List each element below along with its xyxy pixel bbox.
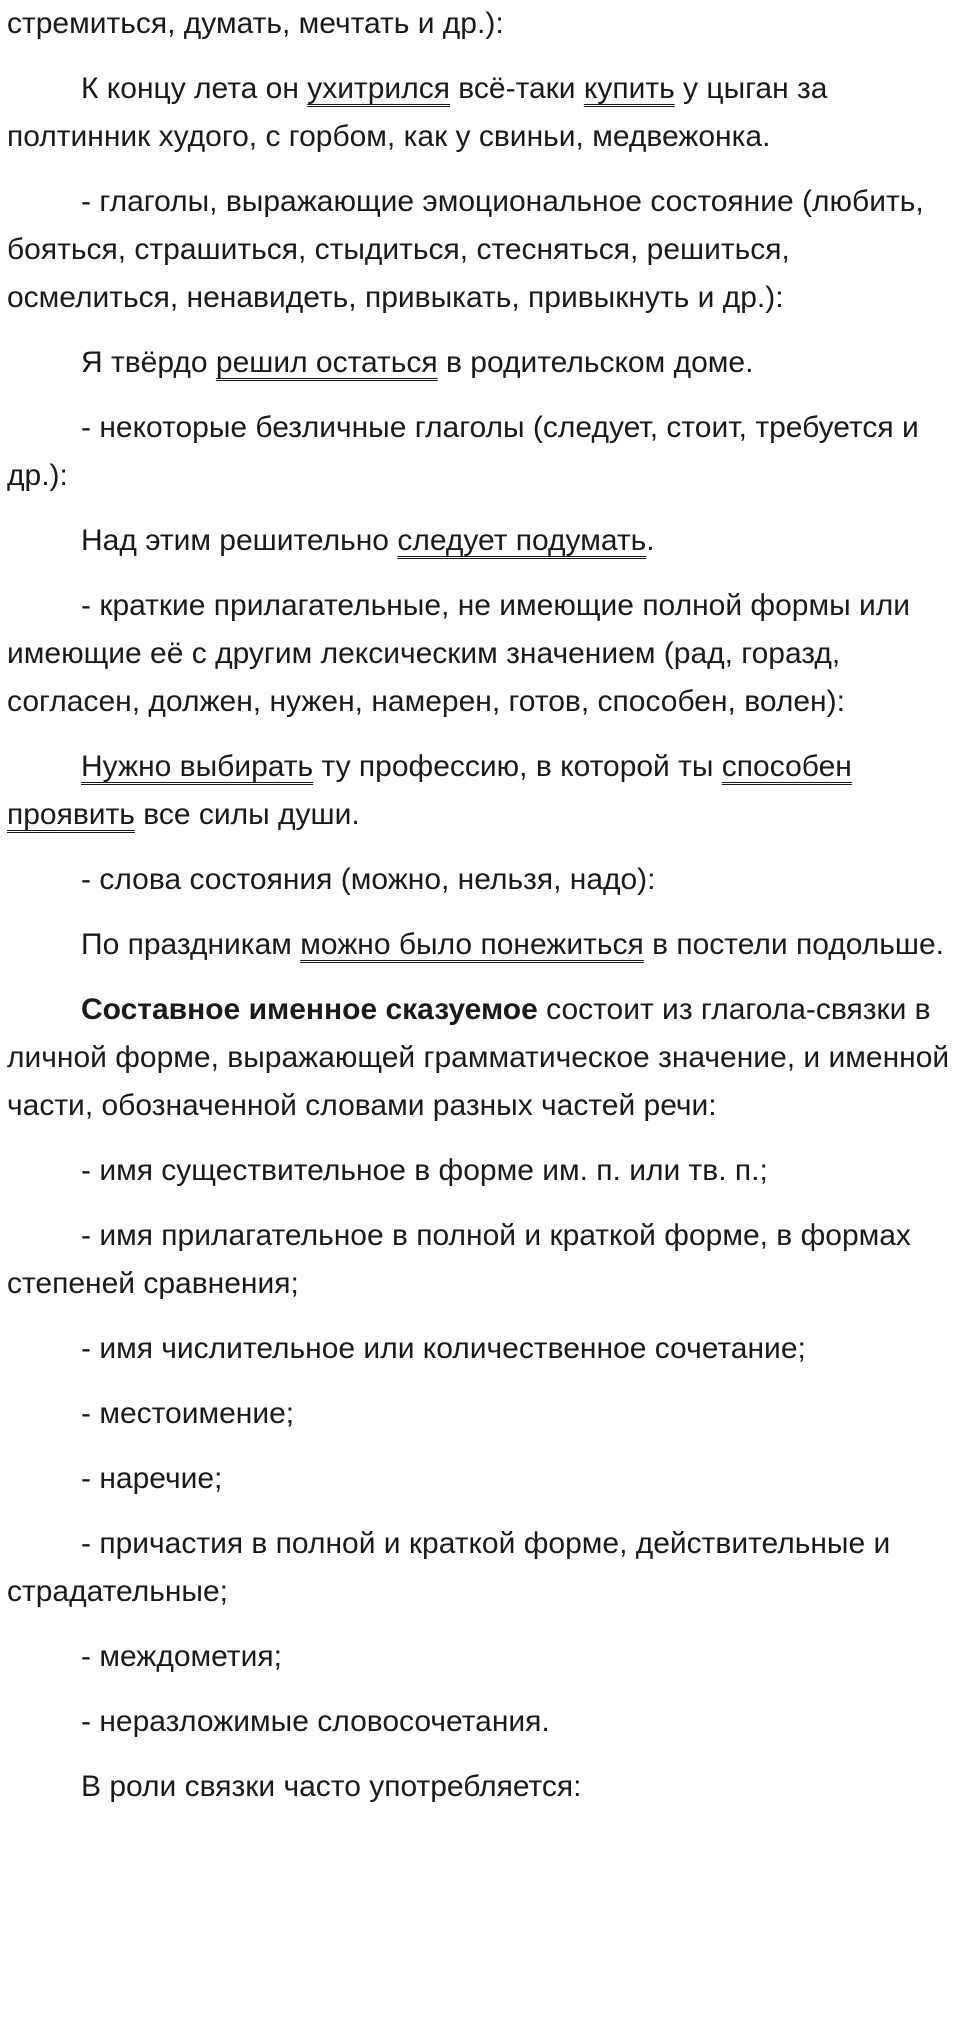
paragraph [7, 1763, 955, 1811]
paragraph [7, 517, 955, 565]
underlined-predicate: Нужно выбирать [81, 750, 314, 783]
text-span: Над этим решительно [81, 524, 398, 557]
bold-term: Составное именное сказуемое [81, 993, 538, 1026]
paragraph [7, 1147, 955, 1195]
text-span: - имя числительное или количественное сочетание; [81, 1332, 806, 1365]
underlined-predicate: следует подумать [397, 524, 647, 557]
paragraph [7, 0, 955, 48]
paragraph [7, 1698, 955, 1746]
paragraph [7, 1455, 955, 1503]
paragraph [7, 339, 955, 387]
paragraph [7, 1325, 955, 1373]
text-span: - местоимение; [81, 1397, 295, 1430]
paragraph [7, 1520, 955, 1616]
document-body [7, 0, 955, 1828]
paragraph [7, 921, 955, 969]
text-span: По праздникам [81, 928, 301, 961]
text-span: в постели подольше. [643, 928, 944, 961]
paragraph [7, 65, 955, 161]
paragraph [7, 404, 955, 500]
text-span: - имя существительное в форме им. п. или тв. п.; [81, 1154, 768, 1187]
text-span: - неразложимые словосочетания. [81, 1705, 550, 1738]
underlined-predicate: решил остаться [215, 346, 438, 379]
text-span: - слова состояния (можно, нельзя, надо): [81, 863, 656, 896]
underlined-predicate: способен проявить [7, 750, 852, 831]
text-span: - наречие; [81, 1462, 223, 1495]
paragraph [7, 1212, 955, 1308]
text-span: - причастия в полной и краткой форме, действительные и страдательные; [7, 1527, 891, 1608]
paragraph [7, 178, 955, 322]
paragraph [7, 856, 955, 904]
text-span: Я твёрдо [81, 346, 216, 379]
text-span: - некоторые безличные глаголы (следует, стоит, требуется и др.): [7, 411, 919, 492]
paragraph [7, 1390, 955, 1438]
text-span: - глаголы, выражающие эмоциональное состояние (любить, бояться, страшиться, стыдиться, стесняться, решиться, осмелиться, ненавидеть, привыкать, привыкнуть и др.): [7, 185, 924, 314]
text-span: все силы души. [134, 798, 360, 831]
text-span: всё-таки [449, 72, 584, 105]
text-span: К концу лета он [81, 72, 308, 105]
text-span: у цыган за полтинник худого, с горбом, как у свиньи, медвежонка. [7, 72, 828, 153]
underlined-predicate: ухитрился [307, 72, 450, 105]
text-span: - краткие прилагательные, не имеющие полной формы или имеющие её с другим лексическим значением (рад, горазд, согласен, должен, нужен, намерен, готов, способен, волен): [7, 589, 911, 718]
paragraph [7, 582, 955, 726]
paragraph [7, 743, 955, 839]
text-span: - междометия; [81, 1640, 282, 1673]
text-span: ту профессию, в которой ты [313, 750, 722, 783]
text-span: В роли связки часто употребляется: [81, 1770, 582, 1803]
text-span: стремиться, думать, мечтать и др.): [7, 7, 504, 40]
paragraph [7, 1633, 955, 1681]
text-span: . [646, 524, 655, 557]
text-span: - имя прилагательное в полной и краткой форме, в формах степеней сравнения; [7, 1219, 911, 1300]
paragraph [7, 986, 955, 1130]
text-span: состоит из глагола-связки в личной форме, выражающей грамматическое значение, и именной части, обозначенной словами разных частей речи: [7, 993, 950, 1122]
underlined-predicate: купить [583, 72, 675, 105]
underlined-predicate: можно было понежиться [300, 928, 644, 961]
text-span: в родительском доме. [437, 346, 754, 379]
